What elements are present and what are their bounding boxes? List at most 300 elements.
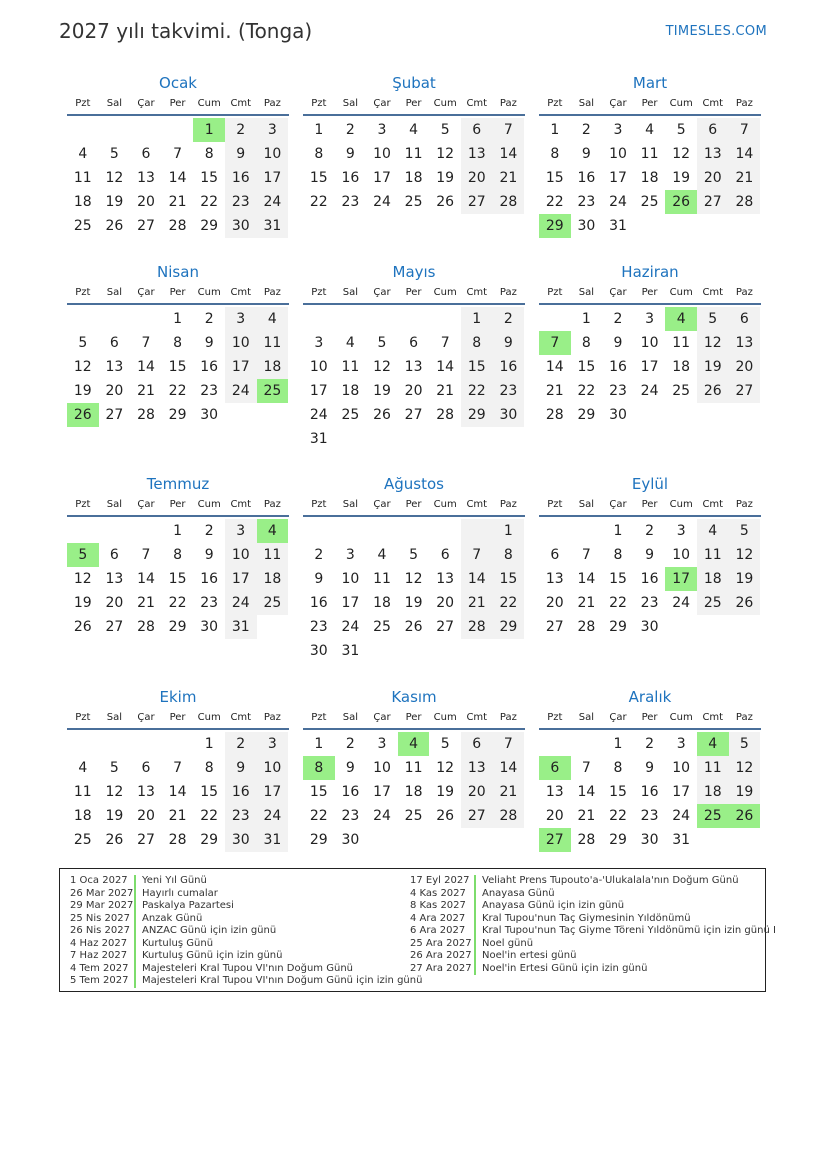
month-3 (539, 72, 761, 238)
legend-row (70, 938, 422, 951)
day-cell: 11 (373, 571, 391, 587)
day-cell: 6 (461, 732, 493, 756)
day-cell: 7 (141, 547, 151, 563)
day-cell: 28 (168, 832, 187, 848)
day-grid (303, 732, 525, 852)
day-cell: 2 (225, 118, 257, 142)
day-grid (539, 118, 761, 238)
day-cell: 18 (73, 808, 92, 824)
day-cell: 26 (404, 619, 423, 635)
weekday-label: Cmt (230, 499, 252, 510)
day-cell: 14 (168, 784, 187, 800)
legend-date: 1 Oca 2027 (70, 875, 136, 888)
holiday-day-cell: 8 (303, 756, 335, 780)
day-cell: 14 (168, 170, 187, 186)
brand-link[interactable]: TIMESLES.COM (665, 24, 767, 39)
weekday-header (539, 495, 761, 517)
weekday-label: Cum (197, 499, 221, 510)
month-6 (539, 261, 761, 427)
legend-holiday-name: Noel'in Ertesi Günü için izin günü (482, 962, 648, 974)
day-cell: 26 (73, 619, 92, 635)
day-cell: 12 (73, 571, 92, 587)
day-cell: 25 (404, 194, 423, 210)
weekday-header (303, 283, 525, 305)
day-cell: 30 (225, 214, 257, 238)
day-cell: 4 (409, 122, 419, 138)
day-cell: 21 (168, 194, 187, 210)
weekday-header (67, 283, 289, 305)
empty-cell (130, 519, 162, 543)
day-cell: 19 (729, 780, 761, 804)
empty-cell (366, 519, 398, 543)
day-cell: 17 (257, 780, 289, 804)
weekday-label: Cum (433, 98, 457, 109)
weekday-header (303, 708, 525, 730)
day-cell: 12 (436, 760, 455, 776)
day-cell: 28 (436, 407, 455, 423)
empty-cell (366, 307, 398, 331)
holiday-day-cell: 7 (539, 331, 571, 355)
day-cell: 10 (225, 543, 257, 567)
day-cell: 25 (373, 619, 391, 635)
day-cell: 14 (137, 571, 155, 587)
day-cell: 27 (137, 832, 155, 848)
day-cell: 18 (640, 170, 659, 186)
day-cell: 17 (225, 567, 257, 591)
day-cell: 8 (493, 543, 525, 567)
day-cell: 17 (373, 784, 391, 800)
day-cell: 16 (225, 166, 257, 190)
day-cell: 7 (493, 118, 525, 142)
weekday-label: Sal (342, 287, 359, 298)
day-cell: 29 (493, 615, 525, 639)
day-cell: 7 (440, 335, 450, 351)
day-cell: 14 (137, 359, 155, 375)
legend-date: 26 Nis 2027 (70, 925, 136, 938)
legend-row (70, 963, 422, 976)
day-cell: 23 (225, 804, 257, 828)
day-cell: 23 (493, 379, 525, 403)
day-cell: 30 (609, 407, 627, 423)
month-5 (303, 261, 525, 451)
day-cell: 18 (73, 194, 92, 210)
day-cell: 31 (672, 832, 691, 848)
day-cell: 24 (672, 808, 691, 824)
day-cell: 13 (729, 331, 761, 355)
legend-row (410, 913, 776, 926)
day-cell: 8 (613, 760, 623, 776)
weekday-label: Paz (499, 499, 517, 510)
day-cell: 26 (436, 808, 455, 824)
weekday-label: Sal (106, 287, 123, 298)
day-cell: 8 (314, 146, 324, 162)
day-cell: 11 (697, 543, 729, 567)
weekday-label: Sal (342, 98, 359, 109)
legend-holiday-name: Kral Tupou'nun Taç Giymesinin Yıldönümü (482, 912, 691, 924)
day-cell: 23 (309, 619, 328, 635)
day-cell: 2 (613, 311, 623, 327)
day-cell: 22 (168, 383, 187, 399)
weekday-label: Cum (197, 98, 221, 109)
day-cell: 20 (105, 383, 124, 399)
page-title: 2027 yılı takvimi. (Tonga) (59, 19, 313, 43)
day-cell: 12 (729, 543, 761, 567)
day-cell: 16 (341, 170, 360, 186)
day-cell: 9 (613, 335, 623, 351)
legend-holiday-name: Majesteleri Kral Tupou VI'nın Doğum Günü için izin günü (142, 975, 423, 986)
day-cell: 2 (204, 311, 214, 327)
day-cell: 1 (314, 122, 324, 138)
day-cell: 16 (577, 170, 596, 186)
day-grid (303, 519, 525, 663)
day-cell: 9 (204, 335, 214, 351)
weekday-label: Cmt (466, 287, 488, 298)
day-cell: 22 (609, 595, 627, 611)
day-cell: 3 (225, 307, 257, 331)
day-cell: 15 (577, 359, 596, 375)
weekday-label: Cmt (466, 98, 488, 109)
day-cell: 6 (729, 307, 761, 331)
empty-cell (366, 828, 398, 852)
day-cell: 8 (173, 335, 183, 351)
legend-row (70, 888, 422, 901)
empty-cell (130, 118, 162, 142)
weekday-label: Per (405, 499, 422, 510)
day-cell: 12 (436, 146, 455, 162)
day-cell: 31 (257, 828, 289, 852)
empty-cell (130, 732, 162, 756)
day-cell: 29 (200, 218, 219, 234)
weekday-label: Pzt (75, 287, 91, 298)
day-cell: 18 (257, 567, 289, 591)
weekday-label: Çar (373, 712, 391, 723)
day-grid (539, 307, 761, 427)
empty-cell (729, 828, 761, 852)
day-cell: 6 (141, 760, 151, 776)
day-cell: 8 (173, 547, 183, 563)
weekday-label: Cmt (702, 98, 724, 109)
month-name: Eylül (631, 475, 669, 493)
empty-cell (665, 403, 697, 427)
empty-cell (335, 307, 367, 331)
day-cell: 8 (461, 331, 493, 355)
weekday-label: Per (641, 287, 658, 298)
weekday-label: Per (169, 287, 186, 298)
weekday-label: Paz (735, 499, 753, 510)
day-cell: 23 (640, 595, 659, 611)
weekday-label: Paz (499, 712, 517, 723)
empty-cell (303, 307, 335, 331)
day-cell: 1 (173, 523, 183, 539)
holiday-day-cell: 17 (665, 567, 697, 591)
empty-cell (493, 828, 525, 852)
day-cell: 14 (493, 756, 525, 780)
day-cell: 13 (137, 170, 155, 186)
day-cell: 5 (697, 307, 729, 331)
day-cell: 22 (309, 808, 328, 824)
day-cell: 9 (204, 547, 214, 563)
day-cell: 15 (609, 571, 627, 587)
month-name: Ocak (159, 74, 197, 92)
day-cell: 30 (640, 832, 659, 848)
empty-cell (429, 639, 461, 663)
day-cell: 8 (581, 335, 591, 351)
weekday-label: Paz (735, 98, 753, 109)
day-cell: 24 (225, 379, 257, 403)
day-cell: 10 (257, 142, 289, 166)
day-cell: 18 (697, 780, 729, 804)
day-cell: 15 (200, 170, 219, 186)
day-cell: 20 (545, 595, 564, 611)
weekday-label: Sal (578, 499, 595, 510)
day-cell: 31 (257, 214, 289, 238)
day-grid (67, 118, 289, 238)
day-cell: 5 (676, 122, 686, 138)
day-cell: 13 (105, 359, 124, 375)
day-cell: 4 (78, 146, 88, 162)
weekday-label: Sal (106, 499, 123, 510)
empty-cell (99, 732, 131, 756)
legend-row (70, 950, 422, 963)
day-cell: 6 (440, 547, 450, 563)
day-cell: 15 (309, 170, 328, 186)
weekday-header (67, 495, 289, 517)
day-cell: 12 (105, 784, 124, 800)
day-cell: 6 (409, 335, 419, 351)
day-cell: 19 (672, 170, 691, 186)
month-1 (67, 72, 289, 238)
day-cell: 25 (404, 808, 423, 824)
day-cell: 11 (697, 756, 729, 780)
weekday-header (539, 94, 761, 116)
weekday-label: Cum (433, 287, 457, 298)
day-cell: 20 (461, 166, 493, 190)
day-cell: 7 (141, 335, 151, 351)
month-4 (67, 261, 289, 427)
legend-date: 25 Nis 2027 (70, 913, 136, 926)
day-cell: 25 (640, 194, 659, 210)
empty-cell (429, 828, 461, 852)
holiday-day-cell: 25 (697, 804, 729, 828)
day-cell: 14 (577, 784, 596, 800)
empty-cell (398, 427, 430, 451)
day-cell: 7 (493, 732, 525, 756)
day-cell: 4 (345, 335, 355, 351)
empty-cell (67, 307, 99, 331)
legend-row (410, 938, 776, 951)
legend-holiday-name: Anayasa Günü için izin günü (482, 900, 625, 911)
month-name: Mart (632, 74, 668, 92)
day-cell: 2 (581, 122, 591, 138)
day-cell: 27 (105, 407, 124, 423)
day-cell: 26 (373, 407, 391, 423)
day-cell: 24 (257, 190, 289, 214)
legend-row (70, 913, 422, 926)
legend-date: 5 Tem 2027 (70, 975, 136, 988)
legend-holiday-name: Noel'in ertesi günü (482, 950, 577, 961)
day-cell: 18 (404, 170, 423, 186)
day-cell: 23 (341, 808, 360, 824)
legend-row (70, 925, 422, 938)
day-cell: 18 (697, 567, 729, 591)
day-cell: 22 (493, 591, 525, 615)
month-9 (539, 473, 761, 639)
empty-cell (461, 828, 493, 852)
empty-cell (539, 732, 571, 756)
legend-date: 4 Haz 2027 (70, 938, 136, 951)
weekday-label: Cmt (466, 712, 488, 723)
day-cell: 27 (729, 379, 761, 403)
empty-cell (461, 639, 493, 663)
day-cell: 29 (200, 832, 219, 848)
day-cell: 15 (200, 784, 219, 800)
day-cell: 15 (609, 784, 627, 800)
day-cell: 3 (676, 523, 686, 539)
weekday-label: Pzt (75, 712, 91, 723)
day-cell: 16 (200, 571, 219, 587)
weekday-label: Pzt (75, 499, 91, 510)
month-name: Şubat (392, 74, 436, 92)
day-cell: 6 (550, 547, 560, 563)
day-cell: 24 (257, 804, 289, 828)
day-cell: 4 (257, 307, 289, 331)
month-11 (303, 686, 525, 852)
day-cell: 10 (225, 331, 257, 355)
day-cell: 24 (640, 383, 659, 399)
day-cell: 19 (729, 567, 761, 591)
day-cell: 22 (609, 808, 627, 824)
day-cell: 5 (109, 760, 119, 776)
empty-cell (257, 403, 289, 427)
day-cell: 28 (577, 832, 596, 848)
day-cell: 14 (577, 571, 596, 587)
day-cell: 9 (645, 547, 655, 563)
legend-row (410, 925, 776, 938)
weekday-label: Cmt (466, 499, 488, 510)
day-cell: 2 (204, 523, 214, 539)
day-cell: 4 (645, 122, 655, 138)
day-cell: 30 (200, 619, 219, 635)
day-grid (67, 732, 289, 852)
day-cell: 3 (257, 118, 289, 142)
weekday-label: Sal (342, 499, 359, 510)
day-cell: 1 (204, 736, 214, 752)
day-cell: 11 (640, 146, 659, 162)
empty-cell (697, 214, 729, 238)
weekday-label: Paz (263, 712, 281, 723)
holiday-day-cell: 26 (665, 190, 697, 214)
day-cell: 8 (550, 146, 560, 162)
day-cell: 21 (577, 595, 596, 611)
day-cell: 18 (404, 784, 423, 800)
day-cell: 28 (137, 619, 155, 635)
day-cell: 30 (225, 828, 257, 852)
holiday-day-cell: 4 (697, 732, 729, 756)
day-cell: 5 (440, 122, 450, 138)
holiday-day-cell: 6 (539, 756, 571, 780)
legend-row (410, 963, 776, 976)
weekday-label: Sal (578, 712, 595, 723)
month-name: Ekim (159, 688, 197, 706)
day-cell: 27 (105, 619, 124, 635)
day-cell: 18 (672, 359, 691, 375)
day-cell: 20 (697, 166, 729, 190)
day-cell: 13 (461, 142, 493, 166)
day-cell: 28 (577, 619, 596, 635)
day-grid (539, 519, 761, 639)
holiday-day-cell: 4 (257, 519, 289, 543)
weekday-label: Cum (669, 712, 693, 723)
day-cell: 28 (493, 190, 525, 214)
day-cell: 15 (168, 359, 187, 375)
weekday-label: Per (169, 712, 186, 723)
month-2 (303, 72, 525, 214)
day-cell: 9 (581, 146, 591, 162)
day-cell: 19 (73, 595, 92, 611)
empty-cell (634, 214, 666, 238)
weekday-label: Cum (669, 499, 693, 510)
empty-cell (539, 307, 571, 331)
day-cell: 2 (225, 732, 257, 756)
weekday-label: Çar (137, 499, 155, 510)
weekday-label: Çar (373, 287, 391, 298)
day-cell: 9 (225, 756, 257, 780)
weekday-label: Pzt (75, 98, 91, 109)
weekday-label: Per (405, 287, 422, 298)
day-cell: 9 (493, 331, 525, 355)
day-cell: 19 (697, 355, 729, 379)
day-cell: 13 (436, 571, 455, 587)
day-cell: 5 (729, 732, 761, 756)
holiday-day-cell: 26 (67, 403, 99, 427)
empty-cell (99, 519, 131, 543)
weekday-label: Paz (499, 287, 517, 298)
holiday-legend (59, 868, 776, 992)
day-cell: 29 (309, 832, 328, 848)
day-cell: 12 (373, 359, 391, 375)
day-cell: 12 (105, 170, 124, 186)
day-cell: 31 (341, 643, 360, 659)
holiday-day-cell: 25 (257, 379, 289, 403)
empty-cell (303, 519, 335, 543)
day-cell: 11 (672, 335, 691, 351)
day-cell: 10 (672, 760, 691, 776)
day-cell: 26 (105, 218, 124, 234)
day-cell: 13 (105, 571, 124, 587)
weekday-label: Çar (609, 98, 627, 109)
empty-cell (539, 519, 571, 543)
legend-date: 4 Tem 2027 (70, 963, 136, 976)
day-cell: 27 (461, 190, 493, 214)
day-cell: 20 (105, 595, 124, 611)
day-cell: 30 (341, 832, 360, 848)
weekday-label: Paz (499, 98, 517, 109)
legend-date: 26 Ara 2027 (410, 950, 476, 963)
empty-cell (130, 307, 162, 331)
day-cell: 25 (697, 591, 729, 615)
day-cell: 23 (640, 808, 659, 824)
day-cell: 22 (545, 194, 564, 210)
day-cell: 29 (609, 832, 627, 848)
day-cell: 13 (137, 784, 155, 800)
empty-cell (429, 427, 461, 451)
day-cell: 17 (341, 595, 360, 611)
day-cell: 18 (341, 383, 360, 399)
day-cell: 11 (257, 331, 289, 355)
weekday-label: Cum (669, 98, 693, 109)
day-cell: 11 (341, 359, 360, 375)
day-cell: 2 (345, 122, 355, 138)
